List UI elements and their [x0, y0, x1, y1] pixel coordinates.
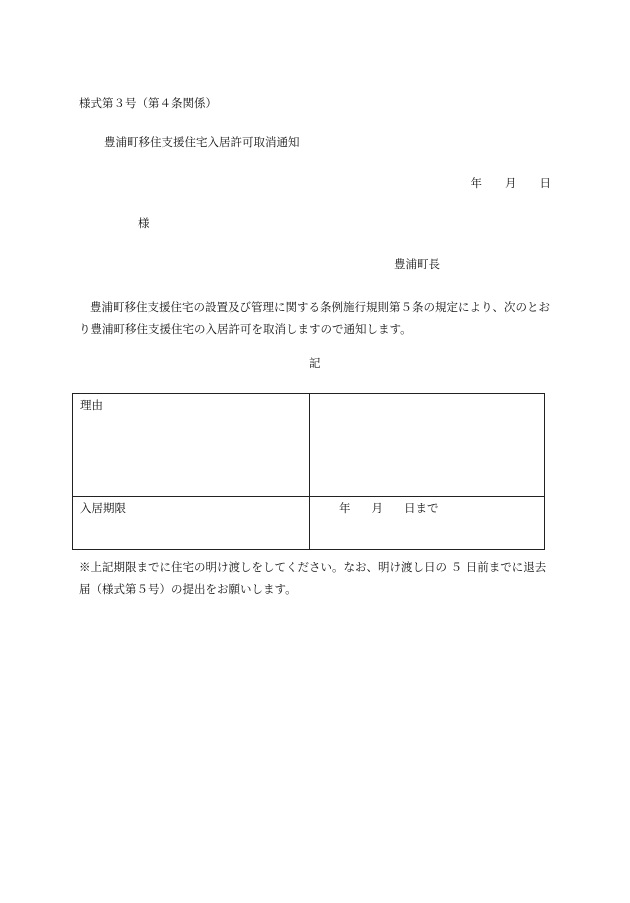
recipient-suffix: 様: [138, 216, 150, 230]
table-column-divider: [309, 394, 310, 549]
table-row-divider: [73, 496, 544, 497]
note-text: ※上記期限までに住宅の明け渡しをしてください。なお、明け渡し日の ５ 日前までに退去届（様式第５号）の提出をお願いします。: [79, 560, 547, 596]
document-title: 豊浦町移住支援住宅入居許可取消通知: [104, 135, 300, 149]
reason-label: 理由: [80, 398, 103, 412]
period-year: 年: [339, 501, 351, 515]
date-line: [471, 178, 552, 190]
period-month: 月: [371, 501, 383, 515]
date-year: 年: [470, 176, 482, 190]
ki-heading: 記: [309, 356, 321, 370]
sender-name: 豊浦町長: [394, 257, 440, 271]
date-month: 月: [505, 176, 517, 190]
info-table: [72, 393, 545, 550]
body-text: 豊浦町移住支援住宅の設置及び管理に関する条例施行規則第５条の規定により、次のとおり豊浦町移住支援住宅の入居許可を取消しますので通知します。: [79, 300, 550, 336]
period-day: 日まで: [404, 501, 439, 515]
date-day: 日: [539, 176, 551, 190]
period-label: 入居期限: [80, 501, 126, 515]
form-number: 様式第３号（第４条関係）: [79, 96, 217, 110]
period-value: [339, 503, 439, 515]
